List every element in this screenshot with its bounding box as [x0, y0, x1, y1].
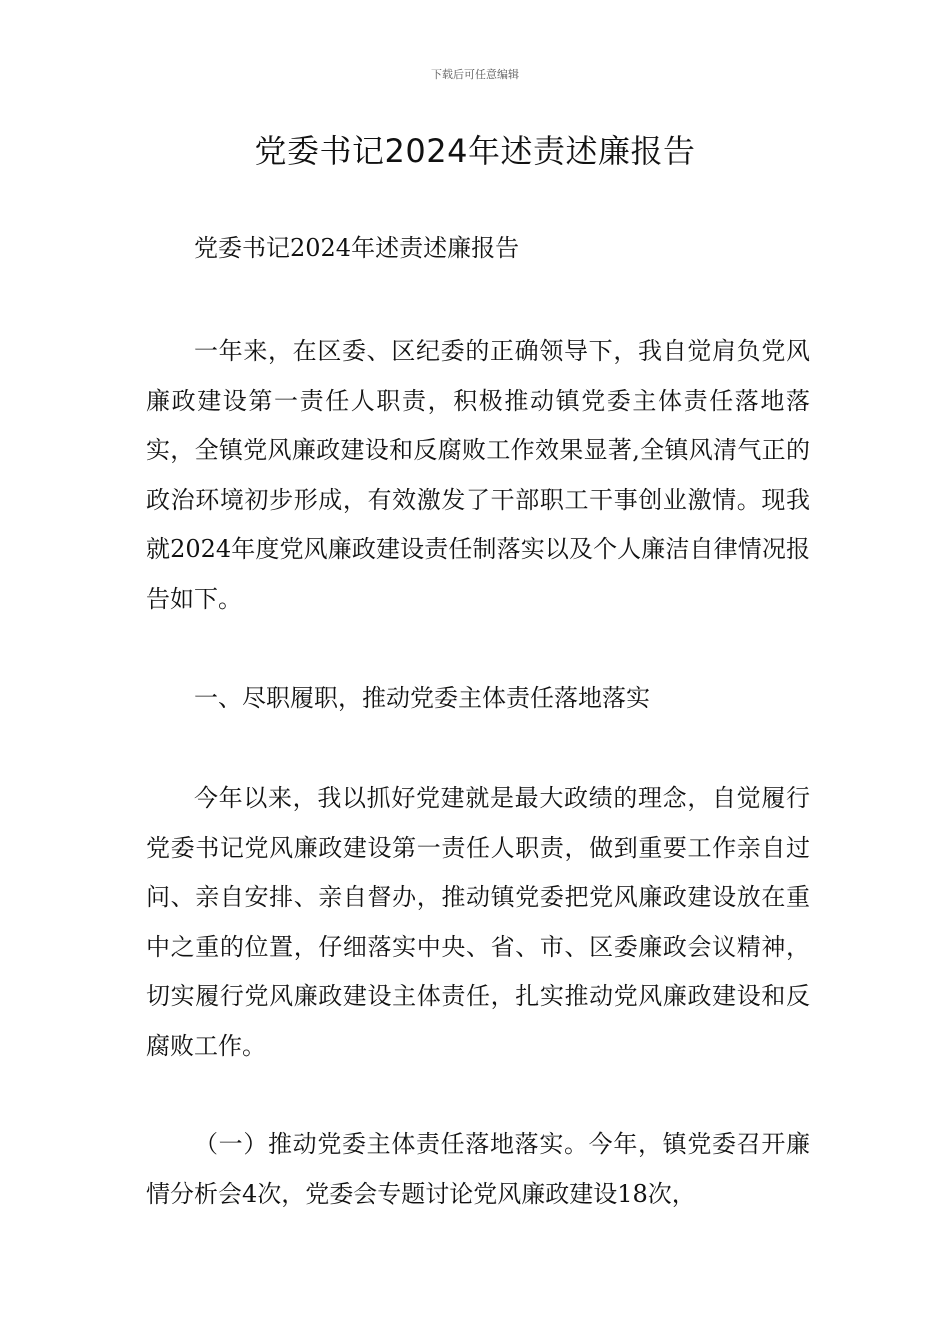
- section-heading: 一、尽职履职，推动党委主体责任落地落实: [194, 684, 650, 712]
- intro-paragraph: 一年来，在区委、区纪委的正确领导下，我自觉肩负党风廉政建设第一责任人职责，积极推动镇党委主体责任落地落实，全镇党风廉政建设和反腐败工作效果显著,全镇风清气正的政治环境初步形成，有效激发了干部职工干事创业激情。现我就2024年度党风廉政建设责任制落实以及个人廉洁自律情况报告如下。: [146, 337, 810, 613]
- subsection-paragraph: （一）推动党委主体责任落地落实。今年，镇党委召开廉情分析会4次，党委会专题讨论党风廉政建设18次，: [146, 1130, 810, 1208]
- section-body-paragraph: 今年以来，我以抓好党建就是最大政绩的理念，自觉履行党委书记党风廉政建设第一责任人职责，做到重要工作亲自过问、亲自安排、亲自督办，推动镇党委把党风廉政建设放在重中之重的位置，仔细落实中央、省、市、区委廉政会议精神，切实履行党风廉政建设主体责任，扎实推动党风廉政建设和反腐败工作。: [146, 784, 810, 1060]
- subtitle-paragraph: 党委书记2024年述责述廉报告: [194, 234, 520, 262]
- header-note: 下载后可任意编辑: [431, 68, 519, 81]
- document-title: 党委书记2024年述责述廉报告: [254, 132, 696, 170]
